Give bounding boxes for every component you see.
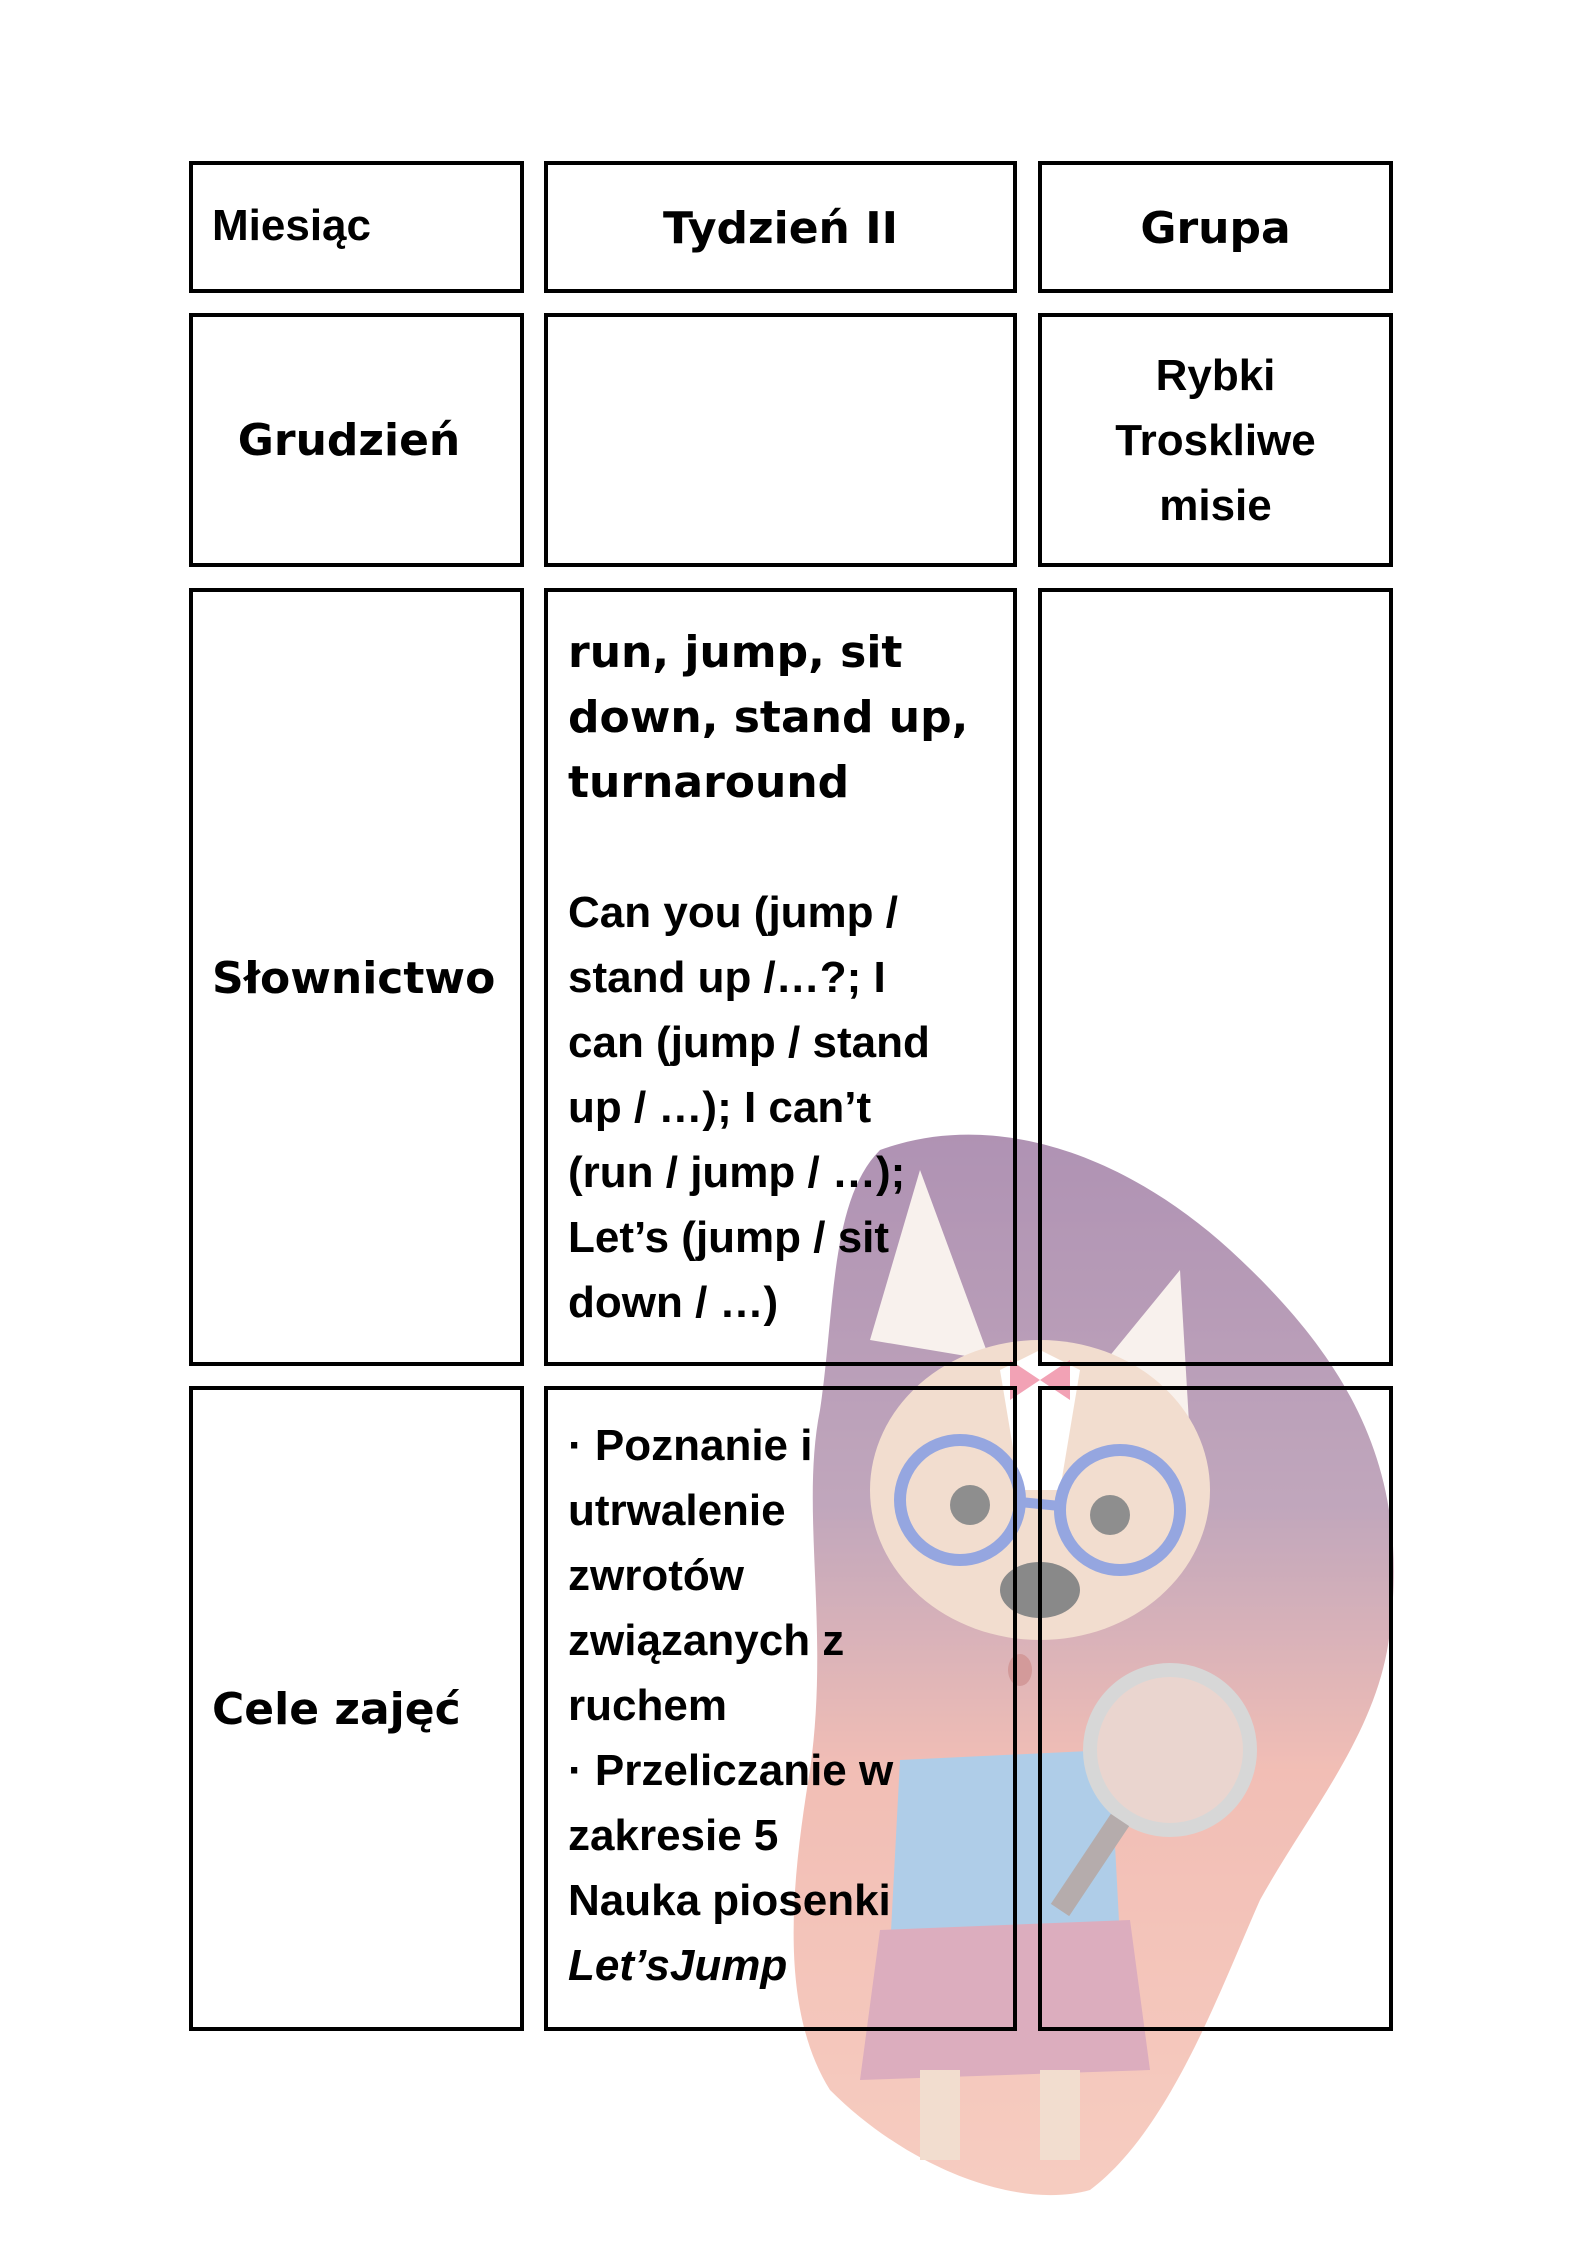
header-group-label: Grupa <box>1140 203 1291 254</box>
vocabulary-word-line: turnaround <box>568 757 850 808</box>
vocabulary-word-line: down, stand up, <box>568 692 969 743</box>
group-value-line: misie <box>1159 481 1272 530</box>
group-value-line: Troskliwe <box>1115 416 1316 465</box>
vocabulary-empty-cell <box>1038 588 1393 1366</box>
vocabulary-phrase-line: up / …); I can’t <box>568 1083 872 1132</box>
goals-content <box>568 1413 1008 1998</box>
goals-label: Cele zajęć <box>212 1684 461 1735</box>
vocabulary-phrase-line: can (jump / stand <box>568 1018 930 1067</box>
header-month-label: Miesiąc <box>212 201 371 250</box>
vocabulary-word-line: run, jump, sit <box>568 627 903 678</box>
vocabulary-phrase-line: down / …) <box>568 1278 779 1327</box>
vocabulary-content <box>568 620 1008 1335</box>
week-value-cell <box>544 313 1017 567</box>
goals-line: ruchem <box>568 1681 727 1730</box>
goals-line: · Poznanie i <box>568 1421 813 1470</box>
goals-line: · Przeliczanie w <box>568 1746 894 1795</box>
vocabulary-phrase-line: stand up /…?; I <box>568 953 886 1002</box>
goals-line: zwrotów <box>568 1551 744 1600</box>
month-value: Grudzień <box>237 415 461 466</box>
vocabulary-phrases <box>568 880 1008 1335</box>
goals-empty-cell <box>1038 1386 1393 2031</box>
vocabulary-phrase-line: Can you (jump / <box>568 888 898 937</box>
vocabulary-label: Słownictwo <box>212 953 496 1004</box>
goals-line: związanych z <box>568 1616 845 1665</box>
goals-line: Nauka piosenki <box>568 1876 891 1925</box>
group-value <box>1038 343 1393 538</box>
vocabulary-phrase-line: (run / jump / …); <box>568 1148 906 1197</box>
group-value-line: Rybki <box>1155 351 1276 400</box>
goals-line: utrwalenie <box>568 1486 786 1535</box>
vocabulary-spacer <box>568 815 1008 880</box>
vocabulary-words <box>568 620 1008 815</box>
goals-line: zakresie 5 <box>568 1811 779 1860</box>
header-week-label: Tydzień II <box>663 203 898 254</box>
song-title: Let’sJump <box>568 1941 788 1990</box>
vocabulary-phrase-line: Let’s (jump / sit <box>568 1213 890 1262</box>
